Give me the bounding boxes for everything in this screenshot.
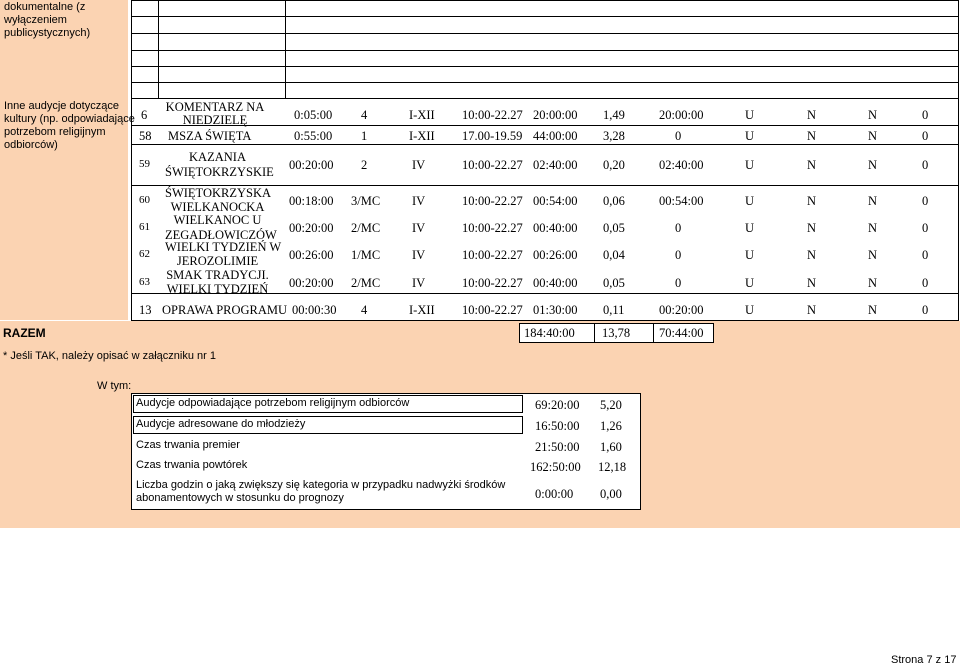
table-row-62-ilosc: 1/MC — [351, 248, 381, 262]
table-row-61-n2: N — [868, 221, 878, 235]
table-row-58-z: 0 — [922, 129, 929, 143]
category-doc-line3: publicystycznych) — [4, 27, 91, 39]
table-row-62-c7: 0 — [675, 248, 682, 262]
table-row-60-pora: 10:00-22.27 — [462, 194, 523, 208]
table-row-59-suma: 02:40:00 — [533, 158, 578, 172]
table-row-60-u: U — [745, 194, 755, 208]
category-inne-line1: Inne audycje dotyczące — [4, 100, 119, 112]
table-row-60-name2: WIELKANOCKA — [170, 200, 265, 214]
table-row-59-c7: 02:40:00 — [659, 158, 704, 172]
table-row-58-proc: 3,28 — [603, 129, 625, 143]
table-row-61-nr: 61 — [139, 221, 150, 233]
table-row-62-nr: 62 — [139, 248, 150, 260]
table-row-62-u: U — [745, 248, 755, 262]
summary-row-5-value: 0:00:00 — [535, 487, 574, 501]
table-row-63-nr: 63 — [139, 276, 150, 288]
table-row-13-okres: I-XII — [409, 303, 435, 317]
summary-row-5-label-line2: abonamentowych w stosunku do prognozy — [136, 492, 344, 504]
table-row-59-name1: KAZANIA — [189, 150, 246, 164]
table-row-61-z: 0 — [922, 221, 929, 235]
table-row-62-z: 0 — [922, 248, 929, 262]
category-doc-line2: wyłączeniem — [4, 14, 67, 26]
table-row-13-n1: N — [807, 303, 817, 317]
table-row-62-n2: N — [868, 248, 878, 262]
wtym-label: W tym: — [97, 380, 132, 392]
table-row-58-suma: 44:00:00 — [533, 129, 578, 143]
table-row-59-nr: 59 — [139, 158, 150, 170]
table-row-58-nr: 58 — [139, 129, 152, 143]
razem-row — [0, 321, 960, 345]
table-row-60-name1: ŚWIĘTOKRZYSKA — [165, 186, 272, 200]
table-row-62-okres: IV — [412, 248, 426, 262]
category-inne-line3: potrzebom religijnym — [4, 126, 106, 138]
table-row-58-okres: I-XII — [409, 129, 435, 143]
summary-row-3-label: Czas trwania premier — [136, 439, 240, 451]
summary-row-1-value: 69:20:00 — [535, 398, 580, 412]
summary-row-2-label: Audycje adresowane do młodzieży — [136, 418, 306, 430]
table-row-60-okres: IV — [412, 194, 426, 208]
table-row-13-nr: 13 — [139, 303, 152, 317]
footnote: * Jeśli TAK, należy opisać w załączniku nr 1 — [3, 350, 216, 362]
table-row-59-proc: 0,20 — [603, 158, 625, 172]
table-row-63-n1: N — [807, 276, 817, 290]
table-row-6-nr: 6 — [141, 108, 148, 122]
table-row-59-n1: N — [807, 158, 817, 172]
table-row-60-proc: 0,06 — [603, 194, 625, 208]
table-row-58-c7: 0 — [675, 129, 682, 143]
table-row-61-n1: N — [807, 221, 817, 235]
table-row-63-czas: 00:20:00 — [289, 276, 334, 290]
table-row-62-name1: WIELKI TYDZIEŃ W — [165, 240, 282, 254]
table-row-6-u: U — [745, 108, 755, 122]
table-row-58-ilosc: 1 — [361, 129, 368, 143]
table-row-6-czas: 0:05:00 — [294, 108, 333, 122]
table-row-13-pora: 10:00-22.27 — [462, 303, 523, 317]
table-row-63-suma: 00:40:00 — [533, 276, 578, 290]
summary-row-3-pct: 1,60 — [600, 440, 622, 454]
summary-row-4-pct: 12,18 — [598, 460, 627, 474]
table-row-6-suma: 20:00:00 — [533, 108, 578, 122]
table-row-61-ilosc: 2/MC — [351, 221, 381, 235]
table-row-63-name1: SMAK TRADYCJI. — [166, 268, 269, 282]
table-row-13-czas: 00:00:30 — [292, 303, 337, 317]
table-row-59-czas: 00:20:00 — [289, 158, 334, 172]
table-row-63-pora: 10:00-22.27 — [462, 276, 523, 290]
table-row-62-name2: JEROZOLIMIE — [176, 254, 259, 268]
table-row-61-name1: WIELKANOC U — [173, 213, 262, 227]
table-row-6-pora: 10:00-22.27 — [462, 108, 523, 122]
razem-c7: 70:44:00 — [659, 326, 704, 340]
table-row-13-proc: 0,11 — [603, 303, 625, 317]
table-row-13-c7: 00:20:00 — [659, 303, 704, 317]
table-row-60-n2: N — [868, 194, 878, 208]
table-row-13-z: 0 — [922, 303, 929, 317]
summary-row-1-pct: 5,20 — [600, 398, 622, 412]
table-row-13-suma: 01:30:00 — [533, 303, 578, 317]
table-row-63-okres: IV — [412, 276, 426, 290]
table-row-60-z: 0 — [922, 194, 929, 208]
table-row-61-suma: 00:40:00 — [533, 221, 578, 235]
table-row-6-c7: 20:00:00 — [659, 108, 704, 122]
table-row-6-name1: KOMENTARZ NA — [165, 100, 265, 114]
table-row-60-suma: 00:54:00 — [533, 194, 578, 208]
table-row-63-name2: WIELKI TYDZIEŃ — [166, 282, 269, 296]
table-row-62-proc: 0,04 — [603, 248, 625, 262]
table-row-13-name1: OPRAWA PROGRAMU — [162, 303, 288, 317]
summary-row-5-pct: 0,00 — [600, 487, 622, 501]
table-row-60-ilosc: 3/MC — [351, 194, 381, 208]
table-row-58-n1: N — [807, 129, 817, 143]
table-row-63-proc: 0,05 — [603, 276, 625, 290]
table-row-6-z: 0 — [922, 108, 929, 122]
table-row-60-n1: N — [807, 194, 817, 208]
table-row-62-czas: 00:26:00 — [289, 248, 334, 262]
table-row-59-u: U — [745, 158, 755, 172]
summary-row-5-label-line1: Liczba godzin o jaką zwiększy się kategoria w przypadku nadwyżki środków — [136, 479, 506, 491]
category-inne-line2: kultury (np. odpowiadające — [4, 113, 135, 125]
table-row-58-pora: 17.00-19.59 — [462, 129, 523, 143]
table-row-60-nr: 60 — [139, 194, 150, 206]
table-row-59-pora: 10:00-22.27 — [462, 158, 523, 172]
table-row-13-ilosc: 4 — [361, 303, 368, 317]
summary-row-4-label: Czas trwania powtórek — [136, 459, 248, 471]
table-row-63-n2: N — [868, 276, 878, 290]
table-row-58-u: U — [745, 129, 755, 143]
summary-row-2-pct: 1,26 — [600, 419, 622, 433]
category-doc-line1: dokumentalne (z — [4, 1, 86, 13]
table-row-59-n2: N — [868, 158, 878, 172]
page-number: Strona 7 z 17 — [891, 654, 957, 666]
table-row-6-proc: 1,49 — [603, 108, 625, 122]
table-row-58-n2: N — [868, 129, 878, 143]
table-row-6-ilosc: 4 — [361, 108, 368, 122]
table-row-61-proc: 0,05 — [603, 221, 625, 235]
table-row-61-pora: 10:00-22.27 — [462, 221, 523, 235]
table-row-61-u: U — [745, 221, 755, 235]
table-row-61-czas: 00:20:00 — [289, 221, 334, 235]
table-row-60-czas: 00:18:00 — [289, 194, 334, 208]
table-row-61-c7: 0 — [675, 221, 682, 235]
summary-row-1-label: Audycje odpowiadające potrzebom religijnym odbiorców — [136, 397, 410, 409]
summary-row-4-value: 162:50:00 — [530, 460, 581, 474]
table-row-63-c7: 0 — [675, 276, 682, 290]
table-row-63-u: U — [745, 276, 755, 290]
summary-row-2-value: 16:50:00 — [535, 419, 580, 433]
category-inne-line4: odbiorców) — [4, 139, 58, 151]
table-row-59-okres: IV — [412, 158, 426, 172]
razem-label: RAZEM — [3, 326, 46, 340]
table-row-62-suma: 00:26:00 — [533, 248, 578, 262]
table-row-60-c7: 00:54:00 — [659, 194, 704, 208]
table-row-62-n1: N — [807, 248, 817, 262]
table-row-61-name2: ZEGADŁOWICZÓW — [165, 228, 277, 242]
razem-suma: 184:40:00 — [524, 326, 575, 340]
table-row-63-z: 0 — [922, 276, 929, 290]
table-row-61-okres: IV — [412, 221, 426, 235]
summary-row-3-value: 21:50:00 — [535, 440, 580, 454]
table-row-62-pora: 10:00-22.27 — [462, 248, 523, 262]
table-row-6-name2: NIEDZIELĘ — [182, 113, 248, 127]
table-row-59-z: 0 — [922, 158, 929, 172]
empty-grid — [131, 0, 959, 98]
razem-proc: 13,78 — [602, 326, 631, 340]
table-row-63-ilosc: 2/MC — [351, 276, 381, 290]
table-row-13-n2: N — [868, 303, 878, 317]
table-row-6-n1: N — [807, 108, 817, 122]
table-row-6-okres: I-XII — [409, 108, 435, 122]
table-row-6-n2: N — [868, 108, 878, 122]
table-row-58-czas: 0:55:00 — [294, 129, 333, 143]
table-row-58-name1: MSZA ŚWIĘTA — [168, 129, 252, 143]
table-row-59-ilosc: 2 — [361, 158, 368, 172]
table-row-13-u: U — [745, 303, 755, 317]
table-row-59-name2: ŚWIĘTOKRZYSKIE — [165, 165, 274, 179]
